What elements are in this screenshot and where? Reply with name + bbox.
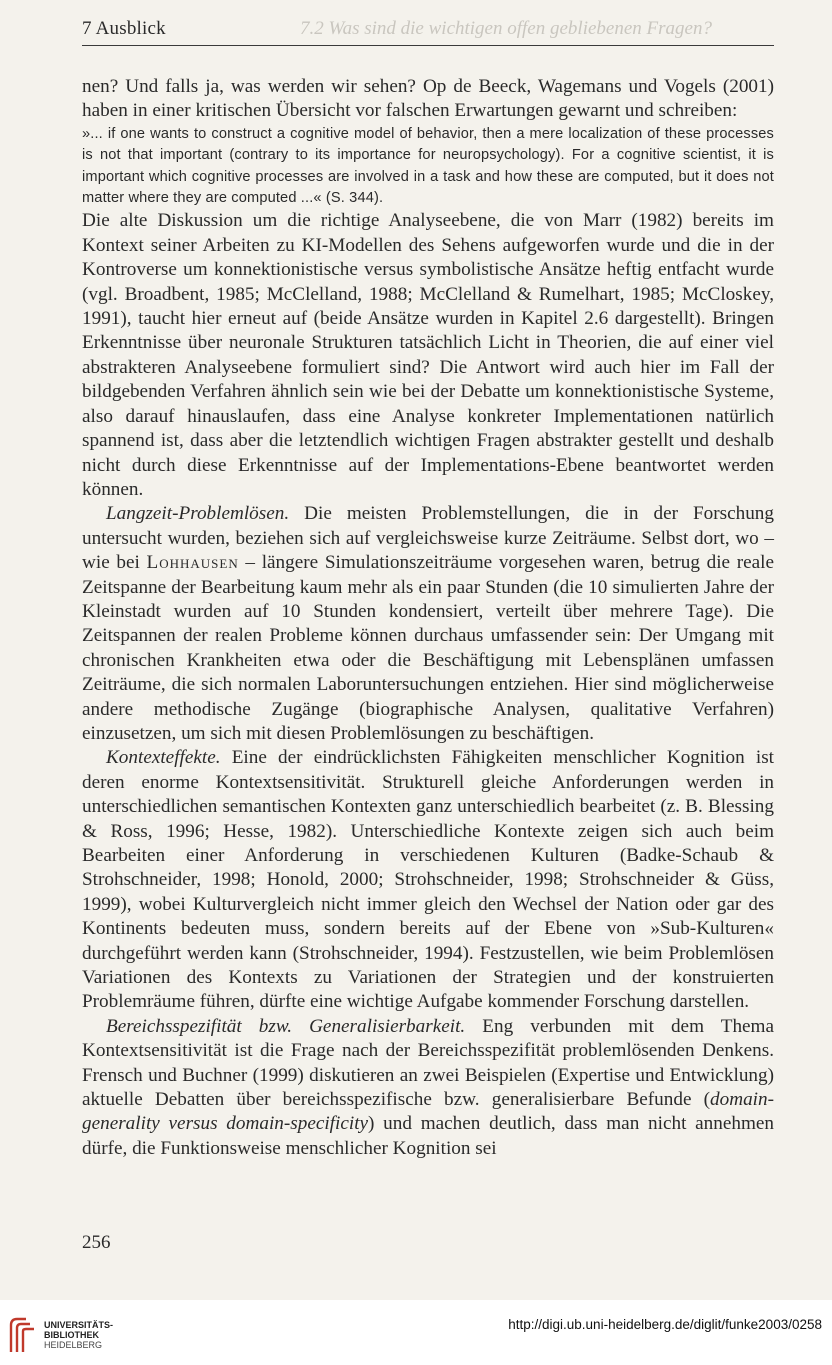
library-name: UNIVERSITÄTS- BIBLIOTHEK HEIDELBERG [44,1320,114,1350]
paragraph-bereich [82,1015,774,1161]
paragraph-kontext-text: Eine der eindrücklichsten Fähigkeiten menschlicher Kognition ist deren enorme Kontextsensitivität. Strukturell gleiche Anforderungen werden in unterschiedlichen semantischen Kontexten ganz unterschiedlich bearbeitet (z. B. Blessing & Ross, 1996; Hesse, 1982). Unterschiedliche Kontexte zeigen sich auch beim Bearbeiten einer Anforderung in verschiedenen Kulturen (Badke-Schaub & Strohschneider, 1998; Honold, 2000; Strohschneider, 1998; Strohschneider & Güss, 1999), wobei Kulturvergleich nicht immer gleich den Wechsel der Nation oder gar des Kontinents bedeuten muss, sondern bereits auf der Ebene von »Sub-Kulturen« durchgeführt werden kann (Strohschneider, 1994). Festzustellen, wie beim Problemlösen Variationen des Kontexts zu Variationen der Strategien und der konstruierten Problemräume führen, dürfte eine wichtige Aufgabe kommender Forschung darstellen. [82,747,774,1013]
heading-langzeit: Langzeit-Problemlösen. [106,503,290,525]
body-text [82,75,774,1161]
paragraph-2: Die alte Diskussion um die richtige Analyseebene, die von Marr (1982) bereits im Kontext seiner Arbeiten zu KI-Modellen des Sehens aufgeworfen wurde und die in der Kontroverse um konnektionistische versus symbolistische Ansätze heftig entfacht wurde (vgl. Broadbent, 1985; McClelland, 1988; McClelland & Rumelhart, 1985; McCloskey, 1991), taucht hier erneut auf (beide Ansätze wurden in Kapitel 2.6 dargestellt). Bringen Erkenntnisse über neuronale Strukturen tatsächlich Licht in Theorien, die auf einer viel abstrakteren Analyseebene formuliert sind? Die Antwort wird auch hier im Fall der bildgebenden Verfahren ähnlich sein wie bei der Debatte um konnektionistische Systeme, also darauf hinauslaufen, dass eine Analyse konkreter Implementationen natürlich spannend ist, dass aber die letztendlich wichtigen Fragen abstrakter gestellt und deshalb nicht durch diese Erkenntnisse auf der Implementations-Ebene beantwortet werden können. [82,210,774,500]
lohhausen-term: Lohhausen [146,552,239,574]
heading-kontext: Kontexteffekte. [106,747,221,769]
paragraph-langzeit [82,502,774,746]
paragraph-langzeit-text-a: Die meisten Problemstellungen, die in der Forschung untersucht wurden, beziehen sich auf vergleichsweise kurze Zeiträume. Selbst dort, wo – wie bei [82,503,774,574]
paragraph-bereich-text-a: Eng verbunden mit dem Thema Kontextsensitivität ist die Frage nach der Bereichsspezifität problemlösenden Denkens. Frensch und Buchner (1999) diskutieren an zwei Beispielen (Expertise und Entwicklung) aktuelle Debatten über bereichsspezifische bzw. generalisierbare Befunde ( [82,1015,774,1111]
running-head: 7 Ausblick [82,18,166,39]
paragraph-1: nen? Und falls ja, was werden wir sehen? Op de Beeck, Wagemans und Vogels (2001) haben in einer kritischen Übersicht vor falschen Erwartungen gewarnt und schreiben: [82,76,774,122]
paragraph-bereich-text-b: ) und machen deutlich, dass man nicht annehmen dürfe, die Funktionsweise menschlicher Kognition sei [82,1113,774,1159]
footer-bar [0,1300,832,1365]
block-quote: »... if one wants to construct a cognitive model of behavior, then a mere localization of these processes is not that important (contrary to its importance for neuropsychology). For a cognitive scientist, it is important which cognitive processes are involved in a task and how these are computed, but it does not matter where they are computed ...« (S. 344). [82,125,774,207]
source-url-link[interactable]: http://digi.ub.uni-heidelberg.de/diglit/funke2003/0258 [508,1317,822,1332]
domain-term: domain-generality versus domain-specificity [82,1089,774,1135]
university-library-logo-icon [8,1316,36,1354]
page-number: 256 [82,1232,111,1253]
heading-bereich: Bereichsspezifität bzw. Generalisierbarkeit. [106,1015,466,1037]
paragraph-langzeit-text-b: – längere Simulationszeiträume vorgesehen waren, betrug die reale Zeitspanne der Bearbeitung kaum mehr als ein paar Stunden (die 10 simulierten Jahre der Kleinstadt wurden auf 10 Stunden kondensiert, verteilt über mehrere Tage). Die Zeitspannen der realen Probleme können durchaus umfassender sein: Der Umgang mit chronischen Krankheiten etwa oder die Beschäftigung mit Lebensplänen umfassen Zeiträume, die sich normalen Laboruntersuchungen entziehen. Hier sind möglicherweise andere methodische Zugänge (biographische Analysen, qualitative Verfahren) einzusetzen, um sich mit diesen Problemlösungen zu beschäftigen. [82,552,774,744]
header-rule [82,45,774,46]
bleed-through-text: 7.2 Was sind die wichtigen offen gebliebenen Fragen? [300,18,712,39]
paragraph-kontext [82,746,774,1014]
